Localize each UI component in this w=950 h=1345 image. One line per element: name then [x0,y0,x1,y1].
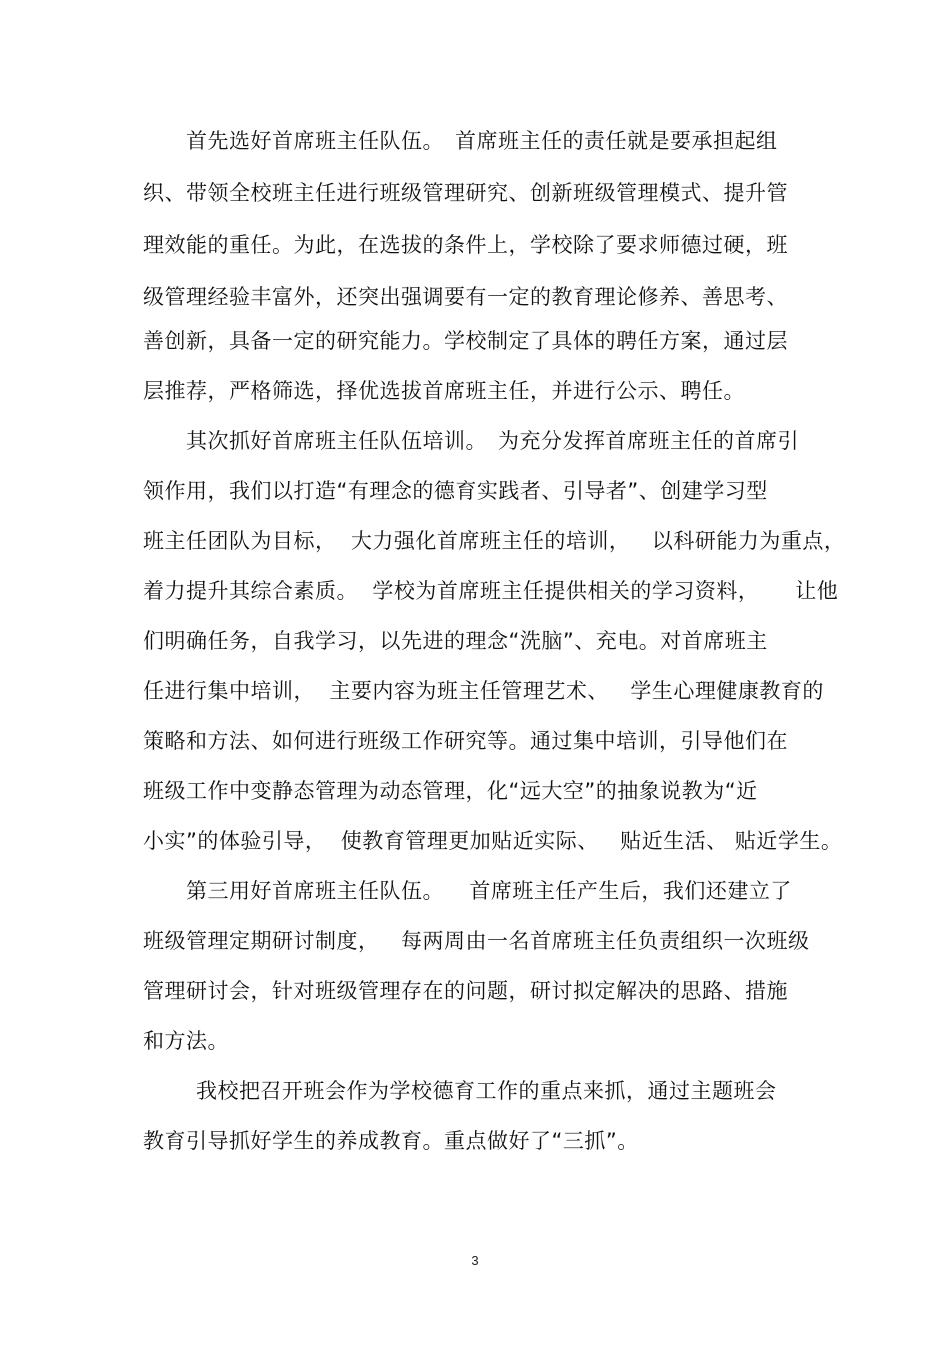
paragraph-2-line-4: 着力提升其综合素质。 学校为首席班主任提供相关的学习资料， 让他 [143,579,839,603]
page-number: 3 [471,1253,479,1268]
paragraph-1-line-5: 善创新，具备一定的研究能力。学校制定了具体的聘任方案，通过层 [143,329,788,353]
paragraph-3-line-1: 第三用好首席班主任队伍。 首席班主任产生后，我们还建立了 [186,879,792,903]
paragraph-4-line-1: 我校把召开班会作为学校德育工作的重点来抓，通过主题班会 [196,1079,777,1103]
paragraph-2-line-5: 们明确任务，自我学习，以先进的理念“洗脑”、充电。对首席班主 [143,629,768,653]
paragraph-3-line-3: 管理研讨会，针对班级管理存在的问题，研讨拟定解决的思路、措施 [143,979,788,1003]
paragraph-2-line-3: 班主任团队为目标， 大力强化首席班主任的培训， 以科研能力为重点， [143,529,846,553]
paragraph-1-line-6: 层推荐，严格筛选，择优选拔首席班主任，并进行公示、聘任。 [143,379,745,403]
paragraph-2-line-7: 策略和方法、如何进行班级工作研究等。通过集中培训，引导他们在 [143,729,788,753]
paragraph-2-line-6: 任进行集中培训， 主要内容为班主任管理艺术、 学生心理健康教育的 [143,679,824,703]
paragraph-3-line-4: 和方法。 [143,1029,229,1053]
paragraph-3-line-2: 班级管理定期研讨制度， 每两周由一名首席班主任负责组织一次班级 [143,929,810,953]
paragraph-1-line-2: 织、带领全校班主任进行班级管理研究、创新班级管理模式、提升管 [143,181,788,205]
paragraph-1-line-3: 理效能的重任。为此，在选拔的条件上，学校除了要求师德过硬，班 [143,233,788,257]
paragraph-2-line-2: 领作用，我们以打造“有理念的德育实践者、引导者”、创建学习型 [143,479,768,503]
paragraph-2-line-8: 班级工作中变静态管理为动态管理，化“远大空”的抽象说教为“近 [143,779,758,803]
paragraph-4-line-2: 教育引导抓好学生的养成教育。重点做好了“三抓”。 [143,1129,639,1153]
paragraph-2-line-9: 小实”的体验引导， 使教育管理更加贴近实际、 贴近生活、 贴近学生。 [143,829,843,853]
paragraph-2-line-1: 其次抓好首席班主任队伍培训。 为充分发挥首席班主任的首席引 [186,429,799,453]
paragraph-1-line-4: 级管理经验丰富外，还突出强调要有一定的教育理论修养、善思考、 [143,285,788,309]
paragraph-1-line-1: 首先选好首席班主任队伍。 首席班主任的责任就是要承担起组 [186,129,778,153]
